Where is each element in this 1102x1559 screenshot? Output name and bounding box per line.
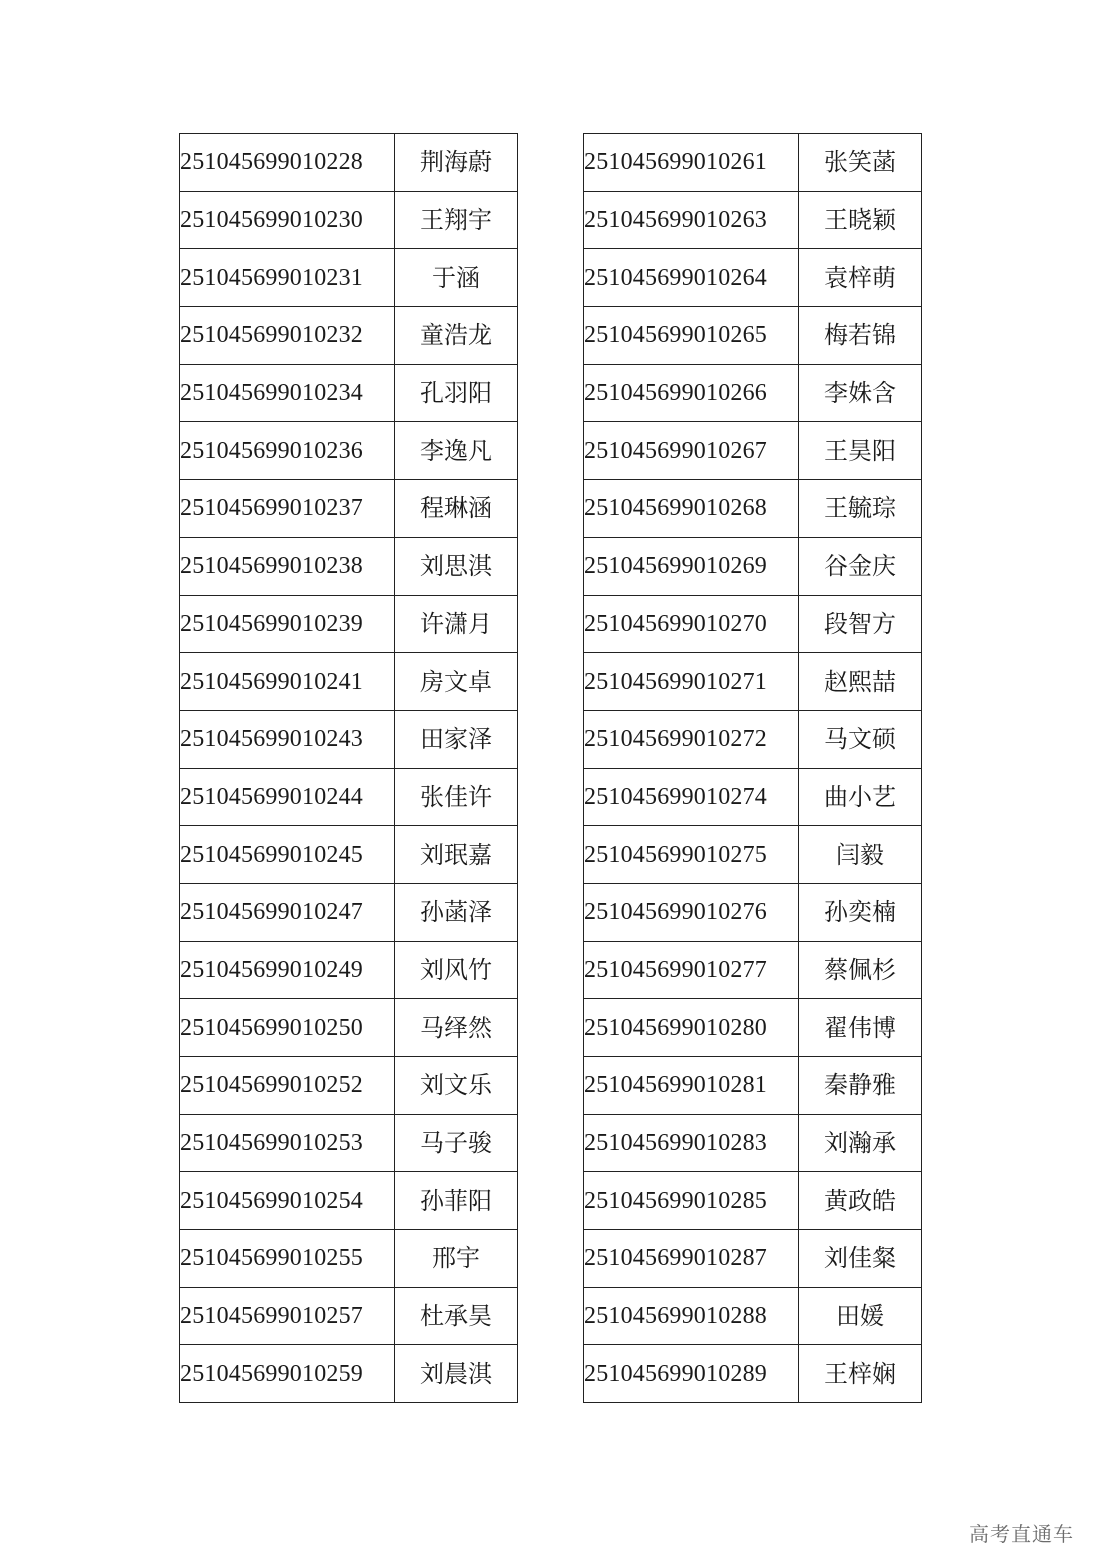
exam-number-cell: 251045699010253 [180, 1114, 395, 1172]
exam-number-cell: 251045699010247 [180, 883, 395, 941]
exam-number-cell: 251045699010259 [180, 1345, 395, 1403]
table-row [180, 595, 518, 653]
exam-number-cell: 251045699010263 [584, 191, 799, 249]
table-row [180, 422, 518, 480]
student-name-cell: 曲小艺 [799, 768, 922, 826]
table-row [584, 191, 922, 249]
student-name-cell: 王毓琮 [799, 480, 922, 538]
left-roster-table [179, 133, 518, 1403]
student-name-cell: 许潇月 [395, 595, 518, 653]
exam-number-cell: 251045699010255 [180, 1230, 395, 1288]
student-name-cell: 田媛 [799, 1287, 922, 1345]
table-row [180, 1230, 518, 1288]
student-name-cell: 孙菲阳 [395, 1172, 518, 1230]
table-row [584, 307, 922, 365]
exam-number-cell: 251045699010264 [584, 249, 799, 307]
right-roster-table [583, 133, 922, 1403]
exam-number-cell: 251045699010271 [584, 653, 799, 711]
exam-number-cell: 251045699010243 [180, 710, 395, 768]
table-row [180, 1057, 518, 1115]
student-name-cell: 刘佳粲 [799, 1230, 922, 1288]
table-row [180, 134, 518, 192]
exam-number-cell: 251045699010257 [180, 1287, 395, 1345]
student-name-cell: 马文硕 [799, 710, 922, 768]
table-row [584, 653, 922, 711]
student-name-cell: 谷金庆 [799, 537, 922, 595]
table-row [180, 1345, 518, 1403]
student-name-cell: 蔡佩杉 [799, 941, 922, 999]
table-row [180, 653, 518, 711]
exam-number-cell: 251045699010269 [584, 537, 799, 595]
table-row [180, 249, 518, 307]
exam-number-cell: 251045699010249 [180, 941, 395, 999]
student-name-cell: 刘晨淇 [395, 1345, 518, 1403]
table-row [584, 537, 922, 595]
table-row [584, 134, 922, 192]
student-name-cell: 邢宇 [395, 1230, 518, 1288]
table-row [584, 710, 922, 768]
exam-number-cell: 251045699010241 [180, 653, 395, 711]
table-row [180, 307, 518, 365]
exam-number-cell: 251045699010276 [584, 883, 799, 941]
exam-number-cell: 251045699010267 [584, 422, 799, 480]
table-row [584, 941, 922, 999]
student-name-cell: 张笑菡 [799, 134, 922, 192]
table-row [584, 595, 922, 653]
table-row [180, 710, 518, 768]
exam-number-cell: 251045699010232 [180, 307, 395, 365]
exam-number-cell: 251045699010238 [180, 537, 395, 595]
student-name-cell: 刘文乐 [395, 1057, 518, 1115]
left-roster-body [180, 134, 518, 1403]
student-name-cell: 赵熙喆 [799, 653, 922, 711]
table-row [584, 1114, 922, 1172]
student-name-cell: 秦静雅 [799, 1057, 922, 1115]
student-name-cell: 梅若锦 [799, 307, 922, 365]
student-name-cell: 闫毅 [799, 826, 922, 884]
student-name-cell: 张佳许 [395, 768, 518, 826]
table-row [584, 999, 922, 1057]
student-name-cell: 马绎然 [395, 999, 518, 1057]
student-name-cell: 袁梓萌 [799, 249, 922, 307]
student-name-cell: 翟伟博 [799, 999, 922, 1057]
exam-number-cell: 251045699010283 [584, 1114, 799, 1172]
student-name-cell: 童浩龙 [395, 307, 518, 365]
student-name-cell: 刘瀚承 [799, 1114, 922, 1172]
exam-number-cell: 251045699010252 [180, 1057, 395, 1115]
student-name-cell: 田家泽 [395, 710, 518, 768]
exam-number-cell: 251045699010288 [584, 1287, 799, 1345]
table-row [584, 1230, 922, 1288]
table-row [180, 364, 518, 422]
table-row [584, 1287, 922, 1345]
exam-number-cell: 251045699010280 [584, 999, 799, 1057]
exam-number-cell: 251045699010287 [584, 1230, 799, 1288]
exam-number-cell: 251045699010268 [584, 480, 799, 538]
student-name-cell: 于涵 [395, 249, 518, 307]
table-row [180, 826, 518, 884]
exam-number-cell: 251045699010254 [180, 1172, 395, 1230]
exam-number-cell: 251045699010237 [180, 480, 395, 538]
table-row [584, 422, 922, 480]
exam-number-cell: 251045699010231 [180, 249, 395, 307]
exam-number-cell: 251045699010230 [180, 191, 395, 249]
exam-number-cell: 251045699010272 [584, 710, 799, 768]
exam-number-cell: 251045699010261 [584, 134, 799, 192]
student-name-cell: 李逸凡 [395, 422, 518, 480]
exam-number-cell: 251045699010250 [180, 999, 395, 1057]
exam-number-cell: 251045699010245 [180, 826, 395, 884]
table-row [180, 191, 518, 249]
exam-number-cell: 251045699010270 [584, 595, 799, 653]
table-row [584, 883, 922, 941]
right-roster-body [584, 134, 922, 1403]
student-name-cell: 刘风竹 [395, 941, 518, 999]
exam-number-cell: 251045699010285 [584, 1172, 799, 1230]
exam-number-cell: 251045699010265 [584, 307, 799, 365]
table-row [180, 1114, 518, 1172]
student-name-cell: 刘思淇 [395, 537, 518, 595]
student-name-cell: 杜承昊 [395, 1287, 518, 1345]
student-name-cell: 黄政皓 [799, 1172, 922, 1230]
exam-number-cell: 251045699010289 [584, 1345, 799, 1403]
student-name-cell: 段智方 [799, 595, 922, 653]
table-row [584, 1345, 922, 1403]
student-name-cell: 王翔宇 [395, 191, 518, 249]
exam-number-cell: 251045699010275 [584, 826, 799, 884]
student-name-cell: 王晓颖 [799, 191, 922, 249]
exam-number-cell: 251045699010234 [180, 364, 395, 422]
student-name-cell: 荆海蔚 [395, 134, 518, 192]
student-name-cell: 孔羽阳 [395, 364, 518, 422]
student-name-cell: 刘珉嘉 [395, 826, 518, 884]
exam-number-cell: 251045699010239 [180, 595, 395, 653]
student-name-cell: 房文卓 [395, 653, 518, 711]
table-row [584, 249, 922, 307]
table-row [584, 1057, 922, 1115]
table-row [180, 999, 518, 1057]
table-row [180, 941, 518, 999]
student-name-cell: 程琳涵 [395, 480, 518, 538]
table-row [584, 768, 922, 826]
student-name-cell: 孙菡泽 [395, 883, 518, 941]
table-row [180, 883, 518, 941]
table-row [584, 826, 922, 884]
exam-number-cell: 251045699010236 [180, 422, 395, 480]
student-name-cell: 马子骏 [395, 1114, 518, 1172]
exam-number-cell: 251045699010281 [584, 1057, 799, 1115]
student-name-cell: 王梓娴 [799, 1345, 922, 1403]
exam-number-cell: 251045699010244 [180, 768, 395, 826]
table-row [180, 537, 518, 595]
table-row [180, 480, 518, 538]
table-row [180, 1287, 518, 1345]
table-row [584, 1172, 922, 1230]
student-name-cell: 王昊阳 [799, 422, 922, 480]
exam-number-cell: 251045699010277 [584, 941, 799, 999]
table-row [180, 1172, 518, 1230]
student-name-cell: 孙奕楠 [799, 883, 922, 941]
exam-number-cell: 251045699010228 [180, 134, 395, 192]
table-row [584, 364, 922, 422]
watermark-text: 高考直通车 [969, 1522, 1074, 1546]
exam-number-cell: 251045699010274 [584, 768, 799, 826]
table-row [180, 768, 518, 826]
exam-number-cell: 251045699010266 [584, 364, 799, 422]
table-row [584, 480, 922, 538]
student-name-cell: 李姝含 [799, 364, 922, 422]
